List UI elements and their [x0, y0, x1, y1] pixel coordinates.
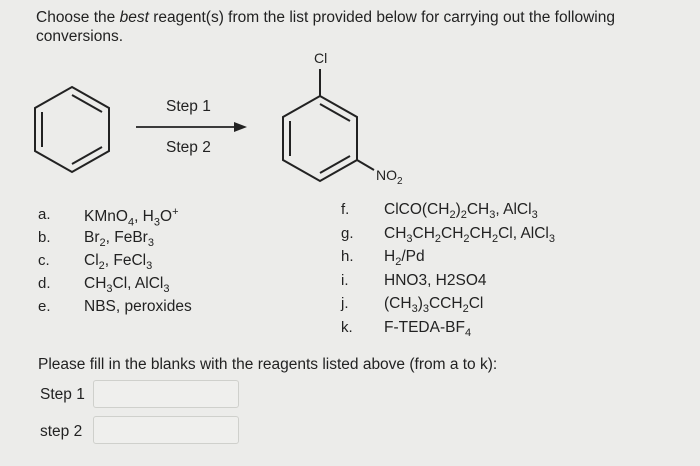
formula-part: , AlCl: [495, 201, 532, 218]
question-emphasis: best: [119, 9, 149, 26]
arrow-step2-label: Step 2: [166, 139, 211, 156]
reagents_left-letter: b.: [38, 229, 51, 246]
formula-part: 2: [434, 232, 442, 245]
formula-part: 2: [460, 209, 467, 222]
formula-part: CH: [469, 224, 492, 242]
nitro-substituent-label: $NO_2$: [376, 167, 403, 187]
formula-part: (CH: [384, 295, 412, 312]
formula-part: /Pd: [401, 248, 425, 265]
reagents_left-formula: [84, 252, 152, 272]
reagents_right-letter: j.: [341, 295, 349, 312]
product-structure: [283, 69, 374, 181]
formula-part: ): [455, 201, 461, 218]
formula-part: F-TEDA-BF: [384, 318, 465, 336]
formula-part: H: [384, 248, 396, 265]
reagents_right-letter: h.: [341, 248, 354, 265]
formula-part: CH: [441, 224, 464, 242]
reaction-scheme: [0, 0, 700, 200]
formula-part: 3: [406, 232, 413, 245]
question-part: reagent(s) from the list provided below for carrying out the following conversions.: [36, 9, 615, 45]
formula-part: 3: [422, 303, 429, 316]
reagents_left-letter: d.: [38, 275, 51, 292]
formula-part: KMnO: [84, 208, 128, 226]
formula-part: 3: [411, 303, 418, 316]
formula-part: CH: [412, 224, 435, 242]
formula-part: 4: [127, 216, 135, 229]
formula-part: 3: [106, 283, 113, 296]
formula-part: O: [160, 208, 173, 226]
reagents_left-letter: e.: [38, 298, 51, 315]
reagents_right-formula: [384, 225, 555, 245]
reagents_right-formula: [384, 295, 483, 315]
reagents_right-letter: g.: [341, 224, 354, 242]
reagents_right-letter: k.: [341, 318, 353, 336]
formula-part: , FeCl: [104, 252, 147, 269]
formula-part: CH: [466, 201, 490, 218]
formula-part: 2: [462, 303, 469, 316]
step1-label: Step 1: [40, 386, 85, 403]
formula-part: ): [417, 295, 423, 312]
benzene-structure: [35, 87, 109, 172]
formula-part: HNO3, H2SO4: [384, 271, 487, 289]
formula-part: 3: [153, 216, 160, 229]
reagents_left-formula: [84, 275, 169, 295]
reagents_right-formula: [384, 272, 487, 290]
reagents_right-formula: [384, 319, 471, 339]
formula-part: 2: [99, 237, 106, 250]
formula-part: 2: [395, 256, 402, 269]
formula-part: 3: [146, 260, 153, 273]
reagents_left-letter: c.: [38, 252, 50, 269]
arrow-step1-label: Step 1: [166, 98, 211, 115]
formula-part: Cl: [468, 295, 484, 312]
reagents_right-letter: i.: [341, 271, 349, 289]
reagents_right-letter: f.: [341, 201, 350, 218]
reagents_right-formula: [384, 201, 538, 221]
step2-label: step 2: [40, 423, 83, 440]
formula-part: CCH: [428, 295, 463, 312]
formula-part: 2: [449, 209, 456, 222]
formula-part: Cl: [84, 252, 99, 269]
formula-part: 3: [489, 209, 496, 222]
formula-part: 3: [147, 237, 154, 250]
reagents_left-formula: [84, 206, 179, 228]
formula-part: Br: [84, 229, 100, 246]
formula-part: 2: [491, 232, 499, 245]
formula-part: Cl, AlCl: [498, 224, 549, 242]
formula-part: +: [172, 206, 179, 218]
formula-part: NBS, peroxides: [84, 298, 192, 315]
step2-answer-input[interactable]: [93, 416, 239, 444]
reagents_left-formula: [84, 298, 192, 316]
formula-part: 4: [464, 326, 472, 339]
formula-part: 2: [98, 260, 105, 273]
reagents_left-formula: [84, 229, 154, 249]
reaction-arrow: [136, 122, 247, 132]
formula-part: 3: [163, 283, 170, 296]
reagents_left-letter: a.: [38, 206, 51, 223]
formula-part: CH: [84, 275, 107, 292]
formula-part: CH: [384, 224, 407, 242]
formula-part: 3: [531, 209, 538, 222]
step1-answer-input[interactable]: [93, 380, 239, 408]
formula-part: 2: [463, 232, 470, 245]
formula-part: , H: [134, 208, 154, 226]
formula-part: 3: [548, 232, 556, 245]
formula-part: Cl, AlCl: [112, 275, 164, 292]
reagents_right-formula: [384, 248, 425, 268]
chloro-substituent-label: Cl: [314, 50, 328, 66]
fill-instruction: Please fill in the blanks with the reagents listed above (from a to k):: [38, 356, 498, 373]
formula-part: ClCO(CH: [384, 201, 450, 218]
question-part: Choose the: [36, 9, 120, 26]
formula-part: , FeBr: [105, 229, 148, 246]
